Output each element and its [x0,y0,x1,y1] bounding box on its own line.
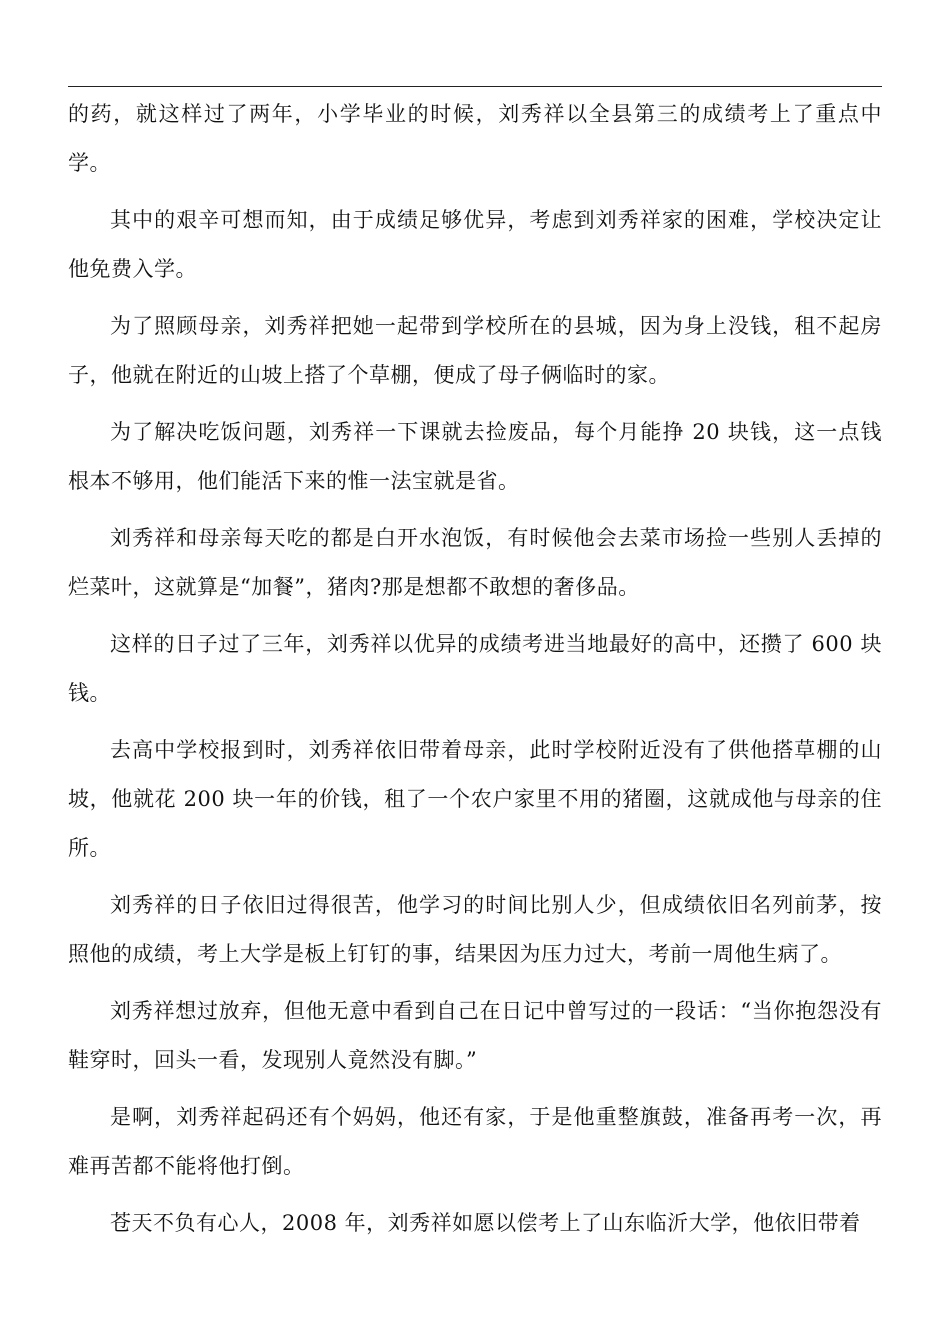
paragraph-10: 是啊，刘秀祥起码还有个妈妈，他还有家，于是他重整旗鼓，准备再考一次，再难再苦都不能将他打倒。 [68,1105,882,1178]
paragraph-8: 刘秀祥的日子依旧过得很苦，他学习的时间比别人少，但成绩依旧名列前茅，按照他的成绩，考上大学是板上钉钉的事，结果因为压力过大，考前一周他生病了。 [68,893,882,966]
paragraph-7: 去高中学校报到时，刘秀祥依旧带着母亲，此时学校附近没有了供他搭草棚的山坡，他就花 200 块一年的价钱，租了一个农户家里不用的猪圈，这就成他与母亲的住所。 [68,738,882,860]
paragraph-4: 为了解决吃饭问题，刘秀祥一下课就去捡废品，每个月能挣 20 块钱，这一点钱根本不够用，他们能活下来的惟一法宝就是省。 [68,420,882,493]
header-rule [68,86,882,87]
paragraph-11: 苍天不负有心人，2008 年，刘秀祥如愿以偿考上了山东临沂大学，他依旧带着 [110,1211,861,1235]
paragraph-9: 刘秀祥想过放弃，但他无意中看到自己在日记中曾写过的一段话：“当你抱怨没有鞋穿时，回头一看，发现别人竟然没有脚。” [68,999,882,1072]
paragraph-6: 这样的日子过了三年，刘秀祥以优异的成绩考进当地最好的高中，还攒了 600 块钱。 [68,632,882,705]
paragraph-1: 的药，就这样过了两年，小学毕业的时候，刘秀祥以全县第三的成绩考上了重点中学。 [68,102,882,175]
paragraph-3: 为了照顾母亲，刘秀祥把她一起带到学校所在的县城，因为身上没钱，租不起房子，他就在附近的山坡上搭了个草棚，便成了母子俩临时的家。 [68,314,882,387]
paragraph-2: 其中的艰辛可想而知，由于成绩足够优异，考虑到刘秀祥家的困难，学校决定让他免费入学。 [68,208,882,281]
paragraph-5: 刘秀祥和母亲每天吃的都是白开水泡饭，有时候他会去菜市场捡一些别人丢掉的烂菜叶，这就算是“加餐”，猪肉?那是想都不敢想的奢侈品。 [68,526,882,599]
document-body [68,90,882,1256]
